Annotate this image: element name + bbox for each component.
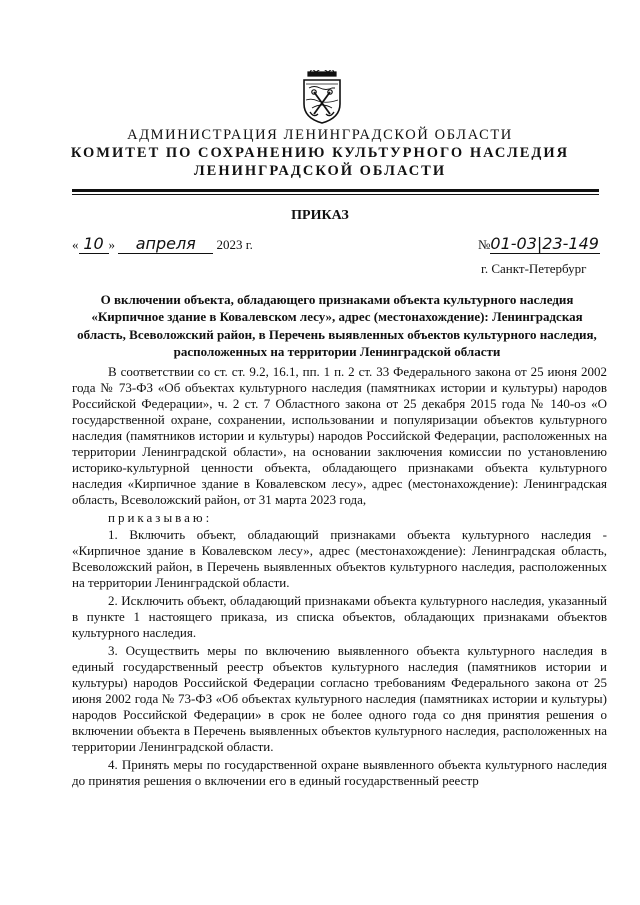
coat-of-arms-icon xyxy=(300,70,344,124)
date-month: апреля xyxy=(118,234,213,254)
region-name: ЛЕНИНГРАДСКОЙ ОБЛАСТИ xyxy=(193,163,447,179)
header-divider-thick xyxy=(72,189,599,192)
item-2-paragraph: 2. Исключить объект, обладающий признаками объекта культурного наследия, указанный в пункте 1 настоящего приказа, из списка объектов, обладающих признаками объектов культурного наследия. xyxy=(72,593,607,640)
order-number xyxy=(478,234,600,254)
date-close-quote: » xyxy=(108,237,115,252)
order-title: ПРИКАЗ xyxy=(291,208,349,223)
number-value: 01-03|23-149 xyxy=(490,234,599,253)
order-date xyxy=(72,234,253,254)
order-body xyxy=(72,364,607,791)
administration-name: АДМИНИСТРАЦИЯ ЛЕНИНГРАДСКОЙ ОБЛАСТИ xyxy=(127,127,513,143)
number-prefix: № xyxy=(478,237,491,252)
item-4-paragraph: 4. Принять меры по государственной охране выявленного объекта культурного наследия до принятия решения о включении его в единый государственный реестр xyxy=(72,757,607,788)
committee-name: КОМИТЕТ ПО СОХРАНЕНИЮ КУЛЬТУРНОГО НАСЛЕДИЯ xyxy=(70,145,570,161)
date-year: 2023 г. xyxy=(216,237,253,252)
order-subject: О включении объекта, обладающего признаками объекта культурного наследия «Кирпичное здание в Ковалевском лесу», адрес (местонахождение): Ленинградская область, Всеволожский район, в Перечень выявленных объектов культурного наследия, расположенных на территории Ленинградской области xyxy=(77,292,597,359)
order-city: г. Санкт-Петербург xyxy=(481,261,587,276)
date-open-quote: « xyxy=(72,237,79,252)
item-1-paragraph: 1. Включить объект, обладающий признаками объекта культурного наследия - «Кирпичное здание в Ковалевском лесу», адрес (местонахождение): Ленинградская область, Всеволожский район, в Перечень выявленных объектов культурного наследия, расположенных на территории Ленинградской области. xyxy=(72,527,607,590)
preamble-paragraph: В соответствии со ст. ст. 9.2, 16.1, пп. 1 п. 2 ст. 33 Федерального закона от 25 июня 2002 года № 73-ФЗ «Об объектах культурного наследия (памятниках истории и культуры) народов Российской Федерации», ч. 2 ст. 7 Областного закона от 25 декабря 2015 года № 140-оз «О государственной охране, сохранении, использовании и популяризации объектов культурного наследия (памятников истории и культуры) народов Российской Федерации, расположенных на территории Ленинградской области», на основании заключения комиссии по установлению историко-культурной ценности объекта, обладающего признаками объекта культурного наследия «Кирпичное здание в Ковалевском лесу», адрес (местонахождение): Ленинградская область, Всеволожский район, от 31 марта 2023 года, xyxy=(72,364,607,507)
item-3-paragraph: 3. Осуществить меры по включению выявленного объекта культурного наследия в единый государственный реестр объектов культурного наследия (памятников истории и культуры) народов Российской Федерации согласно требованиям Федерального закона от 25 июня 2002 года № 73-ФЗ «Об объектах культурного наследия (памятниках истории и культуры) народов Российской Федерации» в срок не более одного года со дня принятия решения о включении объекта в Перечень выявленных объектов культурного наследия, расположенных на территории Ленинградской области. xyxy=(72,643,607,754)
order-word: приказываю: xyxy=(108,510,213,525)
date-day: 10 xyxy=(79,234,109,254)
header-divider-thin xyxy=(72,194,599,195)
